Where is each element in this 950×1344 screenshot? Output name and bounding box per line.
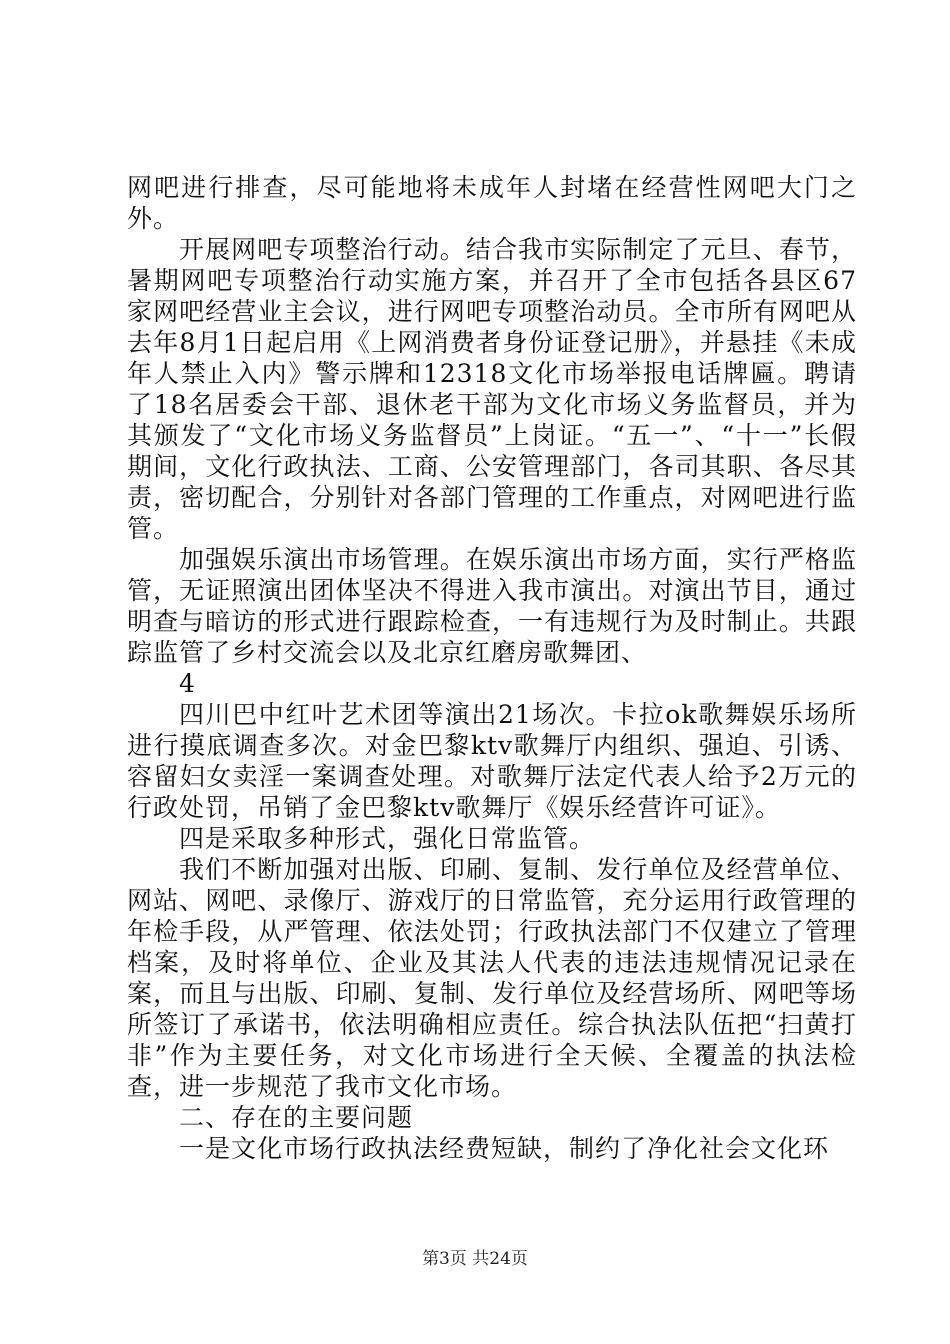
document-body: [127, 172, 857, 1164]
paragraph-3: 加强娱乐演出市场管理。在娱乐演出市场方面，实行严格监管，无证照演出团体坚决不得进入我市演出。对演出节目，通过明查与暗访的形式进行跟踪检查，一有违规行为及时制止。共跟踪监管了乡村交流会以及北京红磨房歌舞团、: [127, 545, 857, 667]
paragraph-7: 一是文化市场行政执法经费短缺，制约了净化社会文化环: [179, 1134, 830, 1163]
page-footer: 第3页 共24页: [422, 1249, 528, 1269]
paragraph-2: 开展网吧专项整治行动。结合我市实际制定了元旦、春节，暑期网吧专项整治行动实施方案，并召开了全市包括各县区67家网吧经营业主会议，进行网吧专项整治动员。全市所有网吧从去年8月1日起启用《上网消费者身份证登记册》，并悬挂《未成年人禁止入内》警示牌和12318文化市场举报电话牌匾。聘请了18名居委会干部、退休老干部为文化市场义务监督员，并为其颁发了“文化市场义务监督员”上岗证。“五一”、“十一”长假期间，文化行政执法、工商、公安管理部门，各司其职、各尽其责，密切配合，分别针对各部门管理的工作重点，对网吧进行监管。: [127, 235, 857, 543]
paragraph-4: 四川巴中红叶艺术团等演出21场次。卡拉ok歌舞娱乐场所进行摸底调查多次。对金巴黎ktv歌舞厅内组织、强迫、引诱、容留妇女卖淫一案调查处理。对歌舞厅法定代表人给予2万元的行政处罚，吊销了金巴黎ktv歌舞厅《娱乐经营许可证》。: [127, 700, 857, 822]
paragraph-1: 网吧进行排查，尽可能地将未成年人封堵在经营性网吧大门之外。: [127, 173, 857, 233]
paragraph-6: 我们不断加强对出版、印刷、复制、发行单位及经营单位、网站、网吧、录像厅、游戏厅的日常监管，充分运用行政管理的年检手段，从严管理、依法处罚；行政执法部门不仅建立了管理档案，及时将单位、企业及其法人代表的违法违规情况记录在案，而且与出版、印刷、复制、发行单位及经营场所、网吧等场所签订了承诺书，依法明确相应责任。综合执法队伍把“扫黄打非”作为主要任务，对文化市场进行全天候、全覆盖的执法检查，进一步规范了我市文化市场。: [127, 855, 857, 1101]
section-heading: 二、存在的主要问题: [179, 1103, 414, 1132]
paragraph-5: 四是采取多种形式，强化日常监管。: [179, 824, 596, 853]
embedded-page-number: 4: [179, 669, 196, 698]
